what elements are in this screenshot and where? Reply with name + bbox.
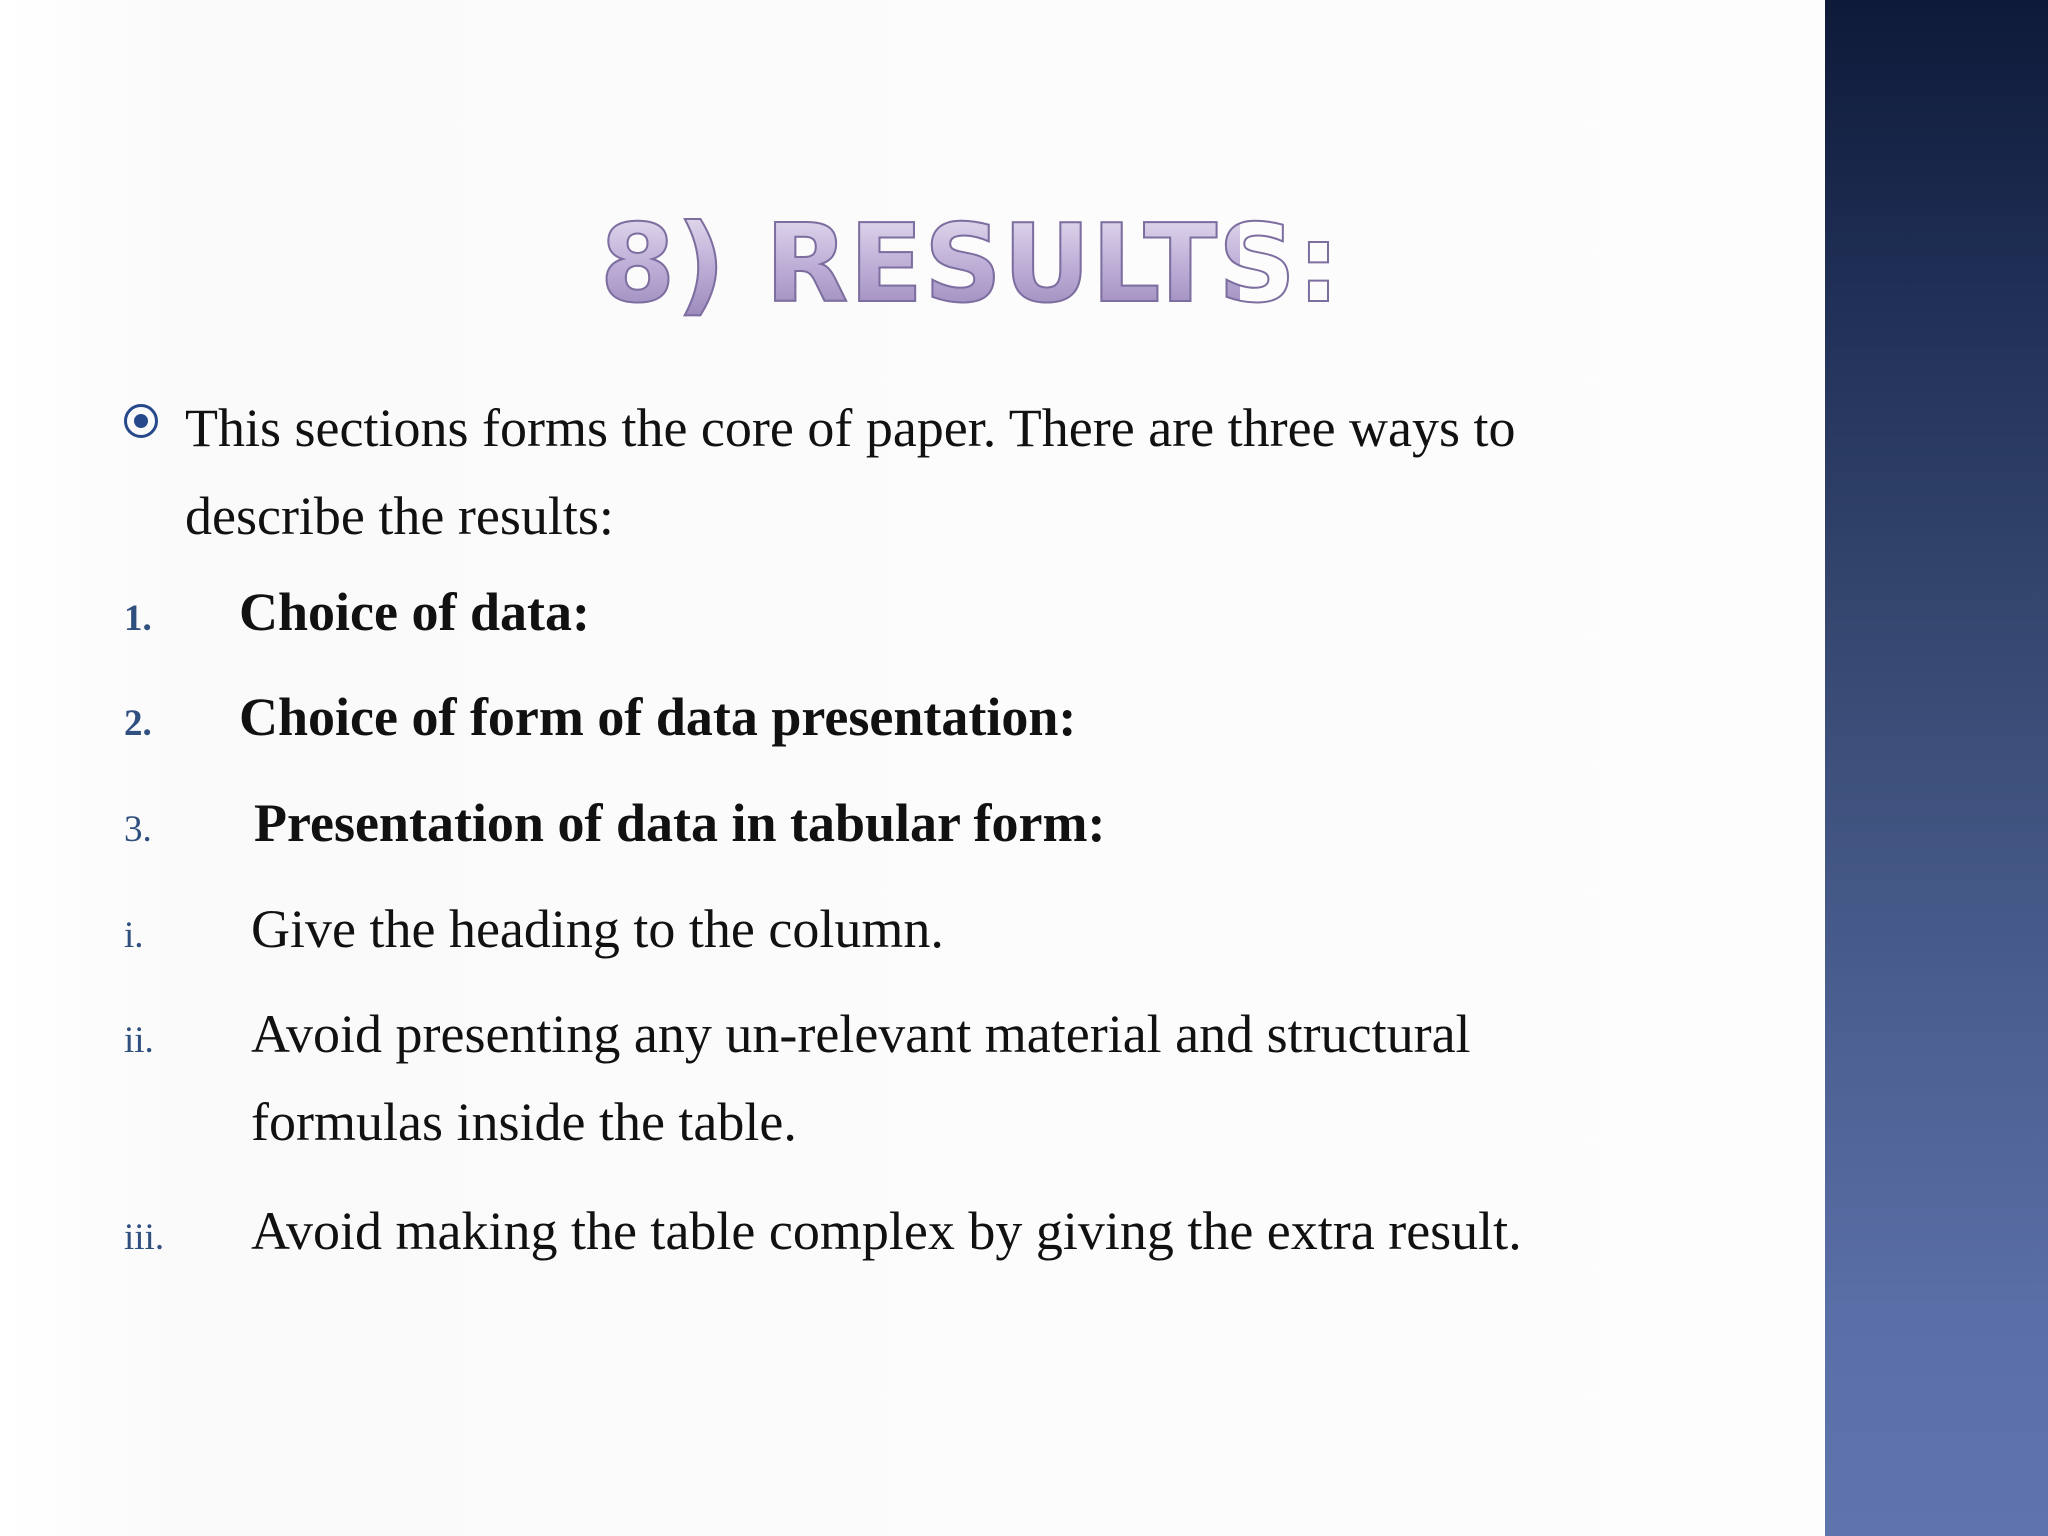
list-item: Give the heading to the column.: [251, 899, 944, 959]
list-item: Choice of data:: [239, 582, 590, 642]
list-number: 1.: [124, 598, 152, 639]
list-number: 2.: [124, 703, 152, 744]
list-item: Choice of form of data presentation:: [239, 687, 1077, 747]
list-number: ii.: [124, 1020, 154, 1061]
intro-paragraph: This sections forms the core of paper. There are three ways to describe the results:: [185, 398, 1516, 546]
list-number: iii.: [124, 1217, 165, 1258]
list-number: 3.: [124, 809, 152, 850]
decorative-side-band: [1825, 0, 2048, 1536]
list-item: Presentation of data in tabular form:: [254, 793, 1106, 853]
list-item: Avoid presenting any un-relevant material and structural formulas inside the table.: [251, 1004, 1471, 1152]
list-item: Avoid making the table complex by giving the extra result.: [251, 1201, 1522, 1261]
list-number: i.: [124, 915, 144, 956]
circle-bullet-icon: [124, 404, 158, 438]
slide-title: 8) RESULTS:: [600, 202, 1342, 327]
